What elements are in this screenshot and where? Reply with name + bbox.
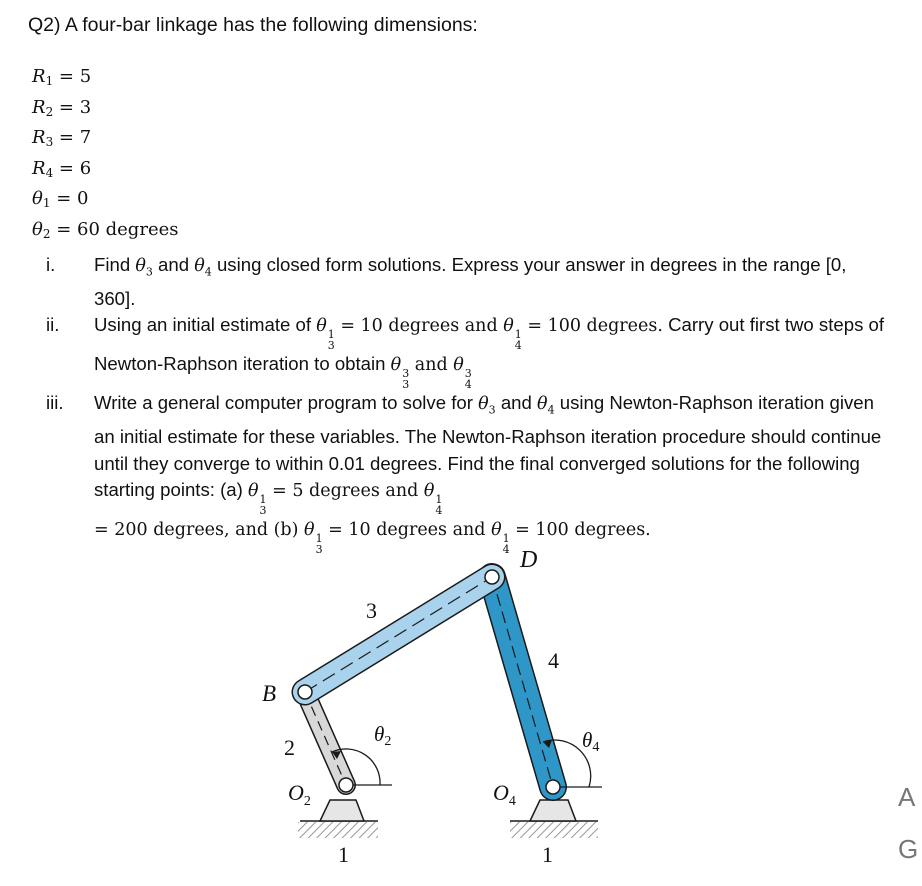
- label-link-3: 3: [366, 598, 377, 623]
- label-o2: $O_2$: [288, 780, 311, 809]
- ground-hatch-left: [298, 822, 378, 838]
- four-bar-linkage-figure: [250, 538, 630, 878]
- label-b: B: [262, 681, 277, 706]
- part-iii: iii. Write a general computer program to solve for $\theta_3$ and $\theta_4$ using Newton-Raphson iteration given an initial estimate for these variables. The Newton-Raphson iteration procedure should continue until they converge to within 0.01 degrees. Find the final converged solutions for the following starting points: (a) θ 1 3 = 5 degrees and θ 1 4 = 200 degrees, and (b) θ 1 3 = 10 degrees and θ 1 4 = 100 degrees.: [46, 392, 882, 557]
- edge-letter-g: G: [898, 834, 919, 864]
- part-i: i. Find $\theta_3$ and $\theta_4$ using closed form solutions. Express your answer in degrees in the range [0, 360].: [46, 254, 847, 309]
- ground-hatch-right: [510, 822, 598, 838]
- part-ii: ii. Using an initial estimate of θ 1 3 = 10 degrees and θ 1 4 = 100 degrees. Carry out first two steps of Newton-Raphson iteration to obtain θ 3 3 and θ 3 4: [46, 314, 885, 392]
- label-link-2: 2: [284, 735, 295, 760]
- given-r4: $R_4 = 6$: [32, 157, 92, 180]
- question-title: Q2) A four-bar linkage has the following dimensions:: [28, 14, 478, 36]
- given-r1: $R_1 = 5$: [32, 66, 92, 88]
- label-d: D: [520, 547, 538, 573]
- given-r2: $R_2 = 3$: [32, 96, 92, 119]
- label-o4: $O_4$: [493, 780, 516, 809]
- given-theta1: $\theta_1 = 0$: [32, 188, 89, 210]
- label-ground-1-left: 1: [338, 842, 349, 867]
- pin-o4: [546, 780, 560, 794]
- pin-b: [298, 685, 312, 699]
- link-4: [492, 577, 553, 787]
- link-3: [305, 577, 492, 692]
- question-parts: [46, 252, 886, 555]
- pin-d: [485, 570, 499, 584]
- link-2: [305, 692, 346, 785]
- given-theta2: $\theta_2 = 60$ degrees: [32, 218, 179, 241]
- label-link-4: 4: [548, 648, 559, 673]
- label-theta4: θ4: [582, 728, 600, 755]
- label-ground-1-right: 1: [542, 842, 553, 867]
- given-dimensions: [32, 64, 178, 247]
- pin-o2: [339, 778, 353, 792]
- support-o4: [530, 800, 576, 821]
- edge-letter-a: A: [898, 782, 916, 812]
- given-r3: $R_3 = 7$: [32, 127, 92, 149]
- label-theta2: θ2: [374, 722, 392, 749]
- support-o2: [320, 800, 364, 821]
